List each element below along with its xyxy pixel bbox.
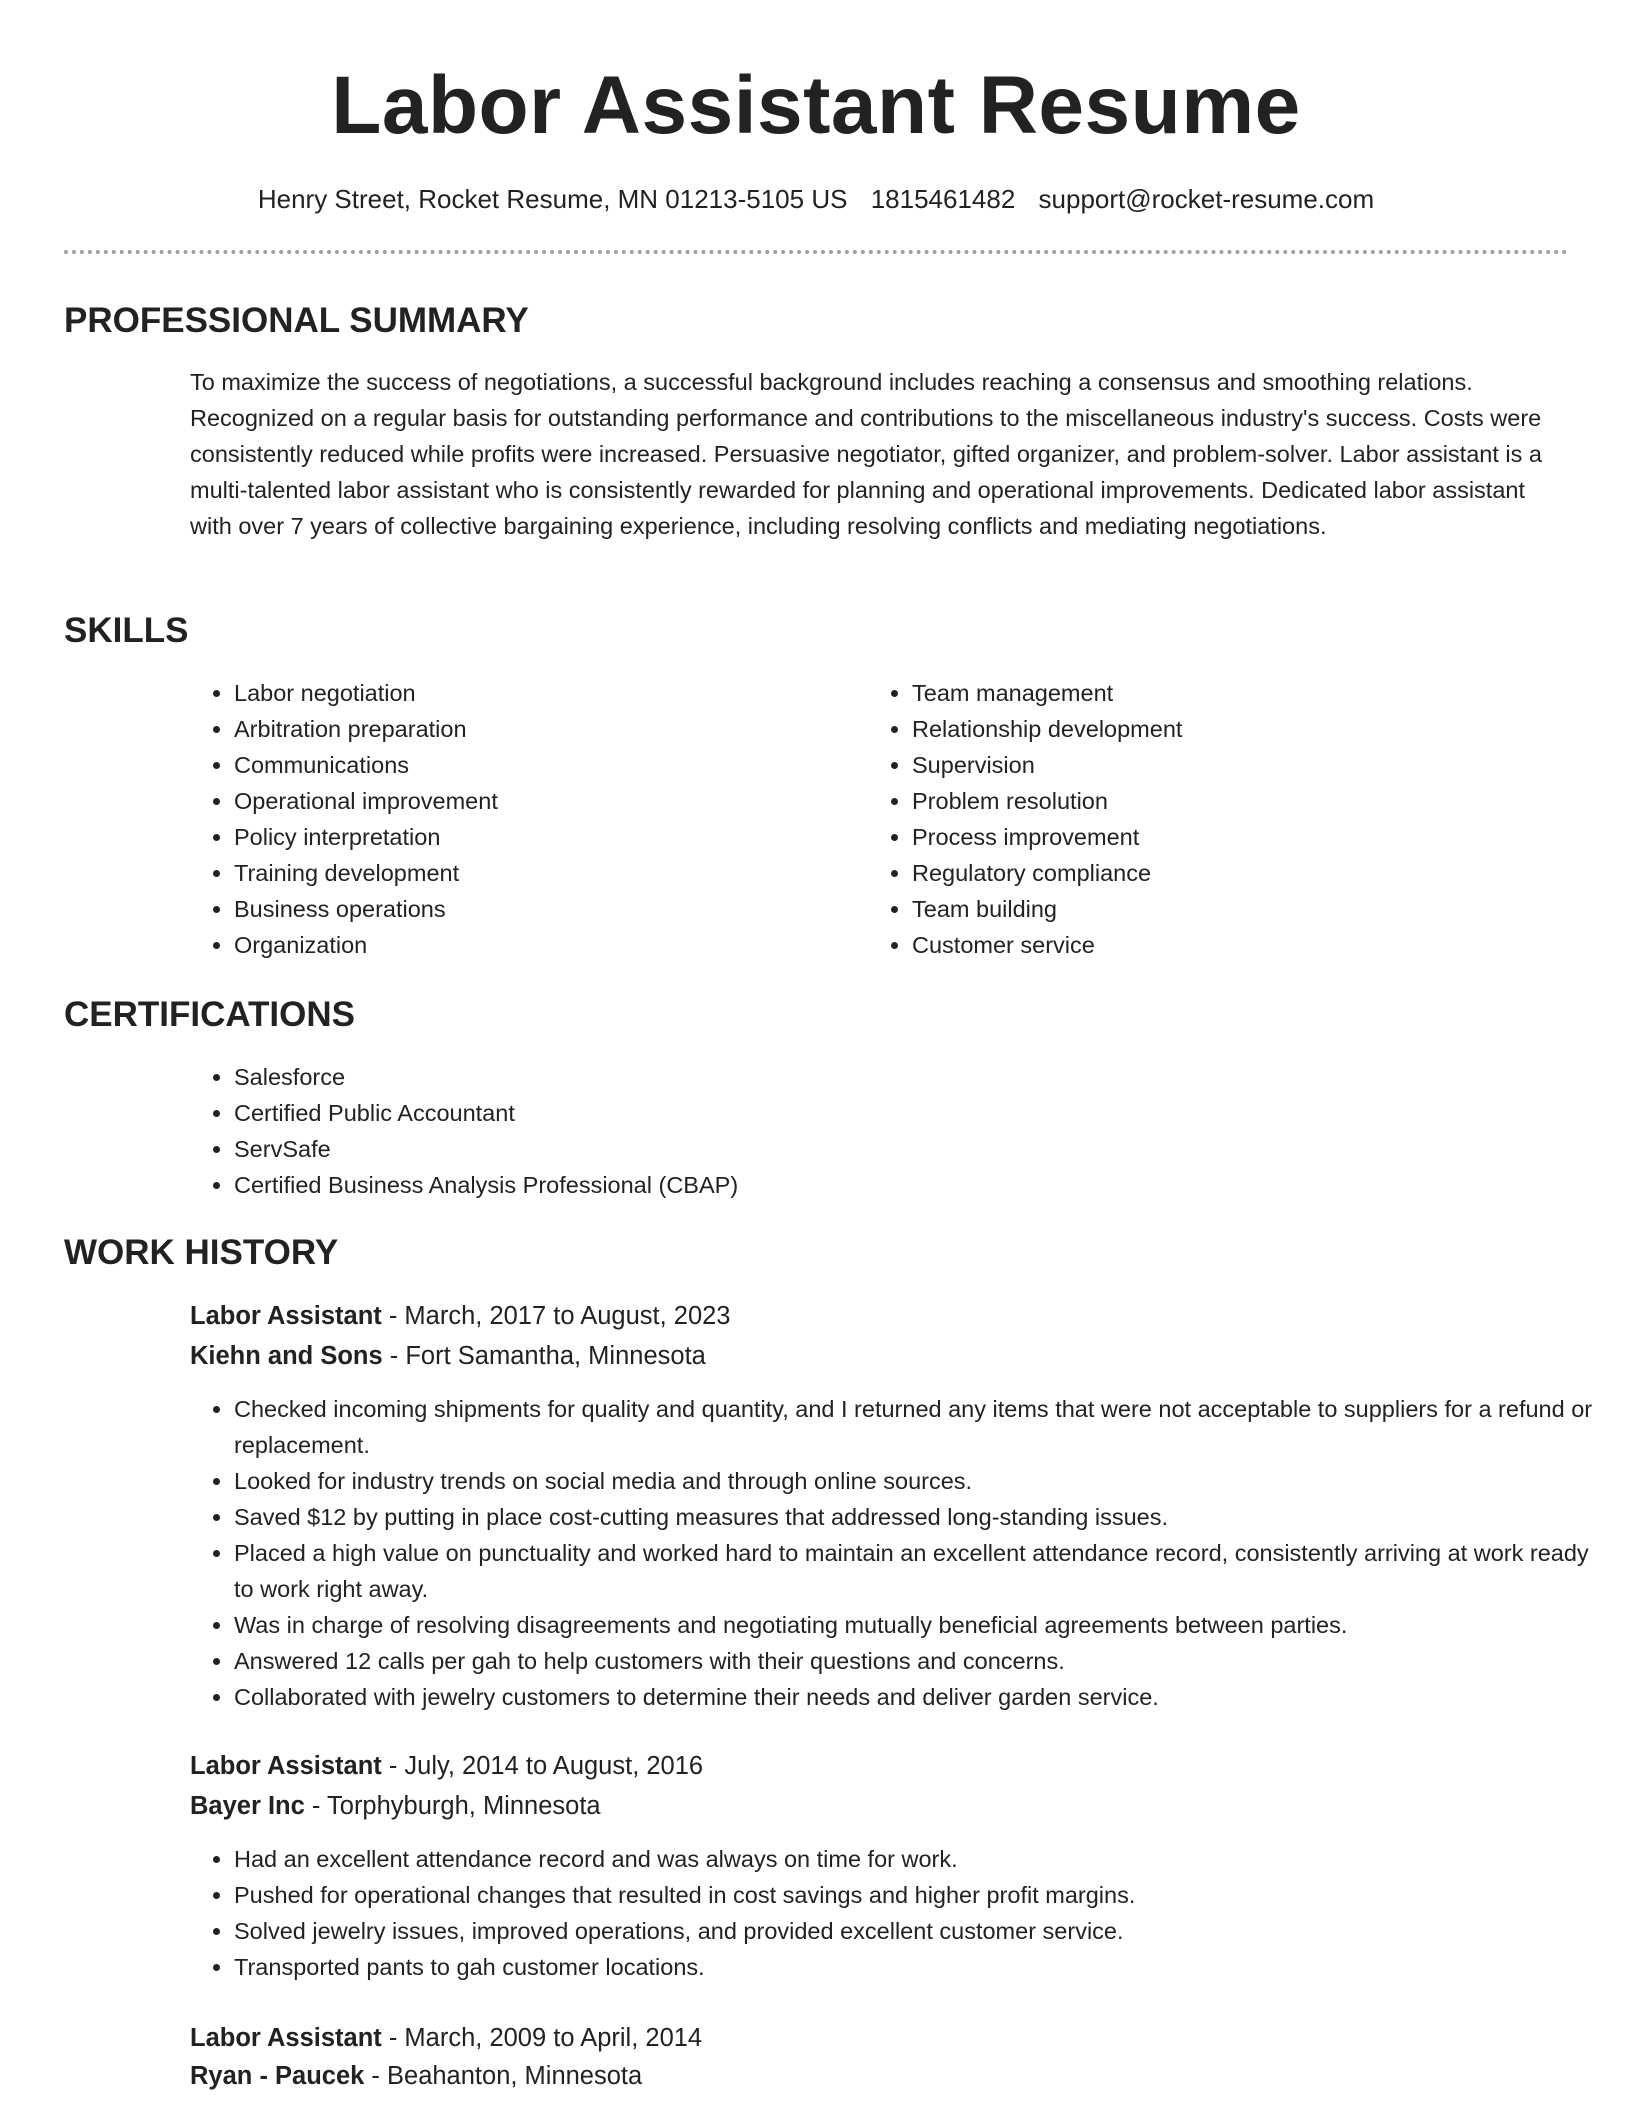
job-duty: • Saved $12 by putting in place cost-cutting measures that addressed long-standing issues. bbox=[234, 1499, 1604, 1535]
skill-item: • Relationship development bbox=[912, 711, 1572, 747]
job-company-line bbox=[190, 1789, 601, 1823]
job-location: - Fort Samantha, Minnesota bbox=[382, 1342, 706, 1370]
skills-heading: SKILLS bbox=[64, 611, 189, 650]
skills-list-left bbox=[190, 675, 854, 963]
header-divider bbox=[64, 250, 1568, 254]
job-duty: • Had an excellent attendance record and was always on time for work. bbox=[234, 1841, 1604, 1877]
job-title: Labor Assistant bbox=[190, 2024, 382, 2052]
job-company: Bayer Inc bbox=[190, 1792, 305, 1820]
job-duty: • Answered 12 calls per gah to help customers with their questions and concerns. bbox=[234, 1643, 1604, 1679]
skill-item: • Problem resolution bbox=[912, 783, 1572, 819]
skill-item: • Customer service bbox=[912, 927, 1572, 963]
job-company-line bbox=[190, 2059, 642, 2093]
contact-line bbox=[0, 182, 1632, 216]
job-duty: • Was in charge of resolving disagreements and negotiating mutually beneficial agreements between parties. bbox=[234, 1607, 1604, 1643]
job-duty: • Solved jewelry issues, improved operations, and provided excellent customer service. bbox=[234, 1913, 1604, 1949]
job-location: - Beahanton, Minnesota bbox=[364, 2062, 643, 2090]
skill-item: • Training development bbox=[234, 855, 854, 891]
summary-heading: PROFESSIONAL SUMMARY bbox=[64, 301, 529, 340]
skill-item: • Policy interpretation bbox=[234, 819, 854, 855]
job-duty: • Checked incoming shipments for quality and quantity, and I returned any items that were not acceptable to suppliers for a refund or replacement. bbox=[234, 1391, 1604, 1463]
skill-item: • Labor negotiation bbox=[234, 675, 854, 711]
job-title: Labor Assistant bbox=[190, 1302, 382, 1330]
job-title-line bbox=[190, 1749, 703, 1783]
job-title-line bbox=[190, 1299, 731, 1333]
certification-item: • Salesforce bbox=[234, 1059, 1574, 1095]
certifications-heading: CERTIFICATIONS bbox=[64, 995, 356, 1034]
job-duties-list bbox=[190, 1841, 1604, 1985]
job-duties-list bbox=[190, 1391, 1604, 1715]
job-company-line bbox=[190, 1339, 706, 1373]
skill-item: • Communications bbox=[234, 747, 854, 783]
skill-item: • Business operations bbox=[234, 891, 854, 927]
job-company: Kiehn and Sons bbox=[190, 1342, 383, 1370]
certifications-list bbox=[190, 1059, 1574, 1203]
job-location: - Torphyburgh, Minnesota bbox=[304, 1792, 601, 1820]
work-history-heading: WORK HISTORY bbox=[64, 1233, 339, 1272]
job-duty: • Pushed for operational changes that resulted in cost savings and higher profit margins. bbox=[234, 1877, 1604, 1913]
skill-item: • Organization bbox=[234, 927, 854, 963]
skills-list-right bbox=[868, 675, 1572, 963]
contact-email: support@rocket-resume.com bbox=[1038, 184, 1375, 214]
job-dates: - July, 2014 to August, 2016 bbox=[381, 1752, 704, 1780]
certification-item: • ServSafe bbox=[234, 1131, 1574, 1167]
job-dates: - March, 2009 to April, 2014 bbox=[381, 2024, 703, 2052]
skill-item: • Operational improvement bbox=[234, 783, 854, 819]
job-dates: - March, 2017 to August, 2023 bbox=[381, 1302, 731, 1330]
certification-item: • Certified Public Accountant bbox=[234, 1095, 1574, 1131]
skill-item: • Arbitration preparation bbox=[234, 711, 854, 747]
skill-item: • Supervision bbox=[912, 747, 1572, 783]
summary-text: To maximize the success of negotiations, a successful background includes reaching a consensus and smoothing relations. Recognized on a regular basis for outstanding performance and contributions to the miscellaneous industry's success. Costs were consistently reduced while profits were increased. Persuasive negotiator, gifted organizer, and problem-solver. Labor assistant is a multi-talented labor assistant who is consistently rewarded for planning and operational improvements. Dedicated labor assistant with over 7 years of collective bargaining experience, including resolving conflicts and mediating negotiations. bbox=[190, 369, 1542, 539]
skill-item: • Team building bbox=[912, 891, 1572, 927]
job-title-line bbox=[190, 2021, 702, 2055]
job-company: Ryan - Paucek bbox=[190, 2062, 365, 2090]
skill-item: • Process improvement bbox=[912, 819, 1572, 855]
resume-title: Labor Assistant Resume bbox=[331, 60, 1301, 151]
contact-phone: 1815461482 bbox=[870, 184, 1016, 214]
skill-item: • Team management bbox=[912, 675, 1572, 711]
contact-address: Henry Street, Rocket Resume, MN 01213-5105 US bbox=[257, 184, 848, 214]
job-duty: • Placed a high value on punctuality and worked hard to maintain an excellent attendance record, consistently arriving at work ready to work right away. bbox=[234, 1535, 1604, 1607]
certification-item: • Certified Business Analysis Professional (CBAP) bbox=[234, 1167, 1574, 1203]
job-duty: • Transported pants to gah customer locations. bbox=[234, 1949, 1604, 1985]
job-duty: • Collaborated with jewelry customers to determine their needs and deliver garden service. bbox=[234, 1679, 1604, 1715]
skill-item: • Regulatory compliance bbox=[912, 855, 1572, 891]
job-duty: • Looked for industry trends on social media and through online sources. bbox=[234, 1463, 1604, 1499]
job-title: Labor Assistant bbox=[190, 1752, 382, 1780]
